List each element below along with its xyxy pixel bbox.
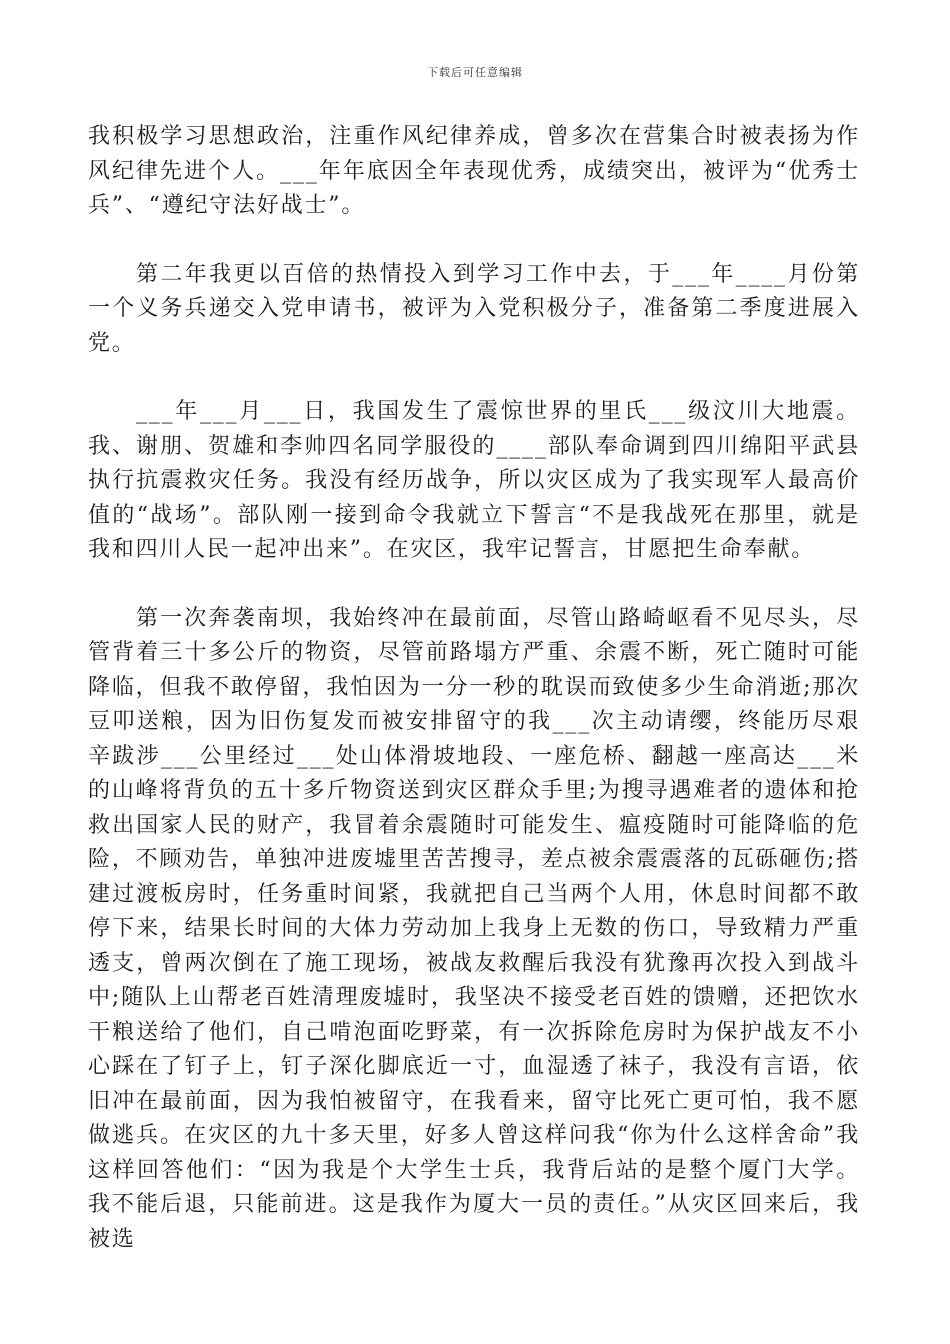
document-body [88,120,860,1291]
paragraph-2: 第二年我更以百倍的热情投入到学习工作中去，于___年____月份第一个义务兵递交入党申请书，被评为入党积极分子，准备第二季度进展入党。 [88,261,860,356]
paragraph-4: 第一次奔袭南坝，我始终冲在最前面，尽管山路崎岖看不见尽头，尽管背着三十多公斤的物资，尽管前路塌方严重、余震不断，死亡随时可能降临，但我不敢停留，我怕因为一分一秒的耽误而致使多少生命消逝;那次豆叩送粮，因为旧伤复发而被安排留守的我___次主动请缨，终能历尽艰辛跋涉___公里经过___处山体滑坡地段、一座危桥、翻越一座高达___米的山峰将背负的五十多斤物资送到灾区群众手里;为搜寻遇难者的遗体和抢救出国家人民的财产，我冒着余震随时可能发生、瘟疫随时可能降临的危险，不顾劝告，单独冲进废墟里苦苦搜寻，差点被余震震落的瓦砾砸伤;搭建过渡板房时，任务重时间紧，我就把自己当两个人用，休息时间都不敢停下来，结果长时间的大体力劳动加上我身上无数的伤口，导致精力严重透支，曾两次倒在了施工现场，被战友救醒后我没有犹豫再次投入到战斗中;随队上山帮老百姓清理废墟时，我坚决不接受老百姓的馈赠，还把饮水干粮送给了他们，自己啃泡面吃野菜，有一次拆除危房时为保护战友不小心踩在了钉子上，钉子深化脚底近一寸，血湿透了袜子，我没有言语，依旧冲在最前面，因为我怕被留守，在我看来，留守比死亡更可怕，我不愿做逃兵。在灾区的九十多天里，好多人曾这样问我“你为什么这样舍命”我这样回答他们：“因为我是个大学生士兵，我背后站的是整个厦门大学。我不能后退，只能前进。这是我作为厦大一员的责任。”从灾区回来后，我被选 [88,605,860,1252]
page-header: 下载后可任意编辑 [427,66,523,79]
paragraph-3: ___年___月___日，我国发生了震惊世界的里氏___级汶川大地震。我、谢朋、贺雄和李帅四名同学服役的____部队奉命调到四川绵阳平武县执行抗震救灾任务。我没有经历战争，所以灾区成为了我实现军人最高价值的“战场”。部队刚一接到命令我就立下誓言“不是我战死在那里，就是我和四川人民一起冲出来”。在灾区，我牢记誓言，甘愿把生命奉献。 [88,399,860,562]
paragraph-1: 我积极学习思想政治，注重作风纪律养成，曾多次在营集合时被表扬为作风纪律先进个人。___年年底因全年表现优秀，成绩突出，被评为“优秀士兵”、“遵纪守法好战士”。 [88,124,860,218]
